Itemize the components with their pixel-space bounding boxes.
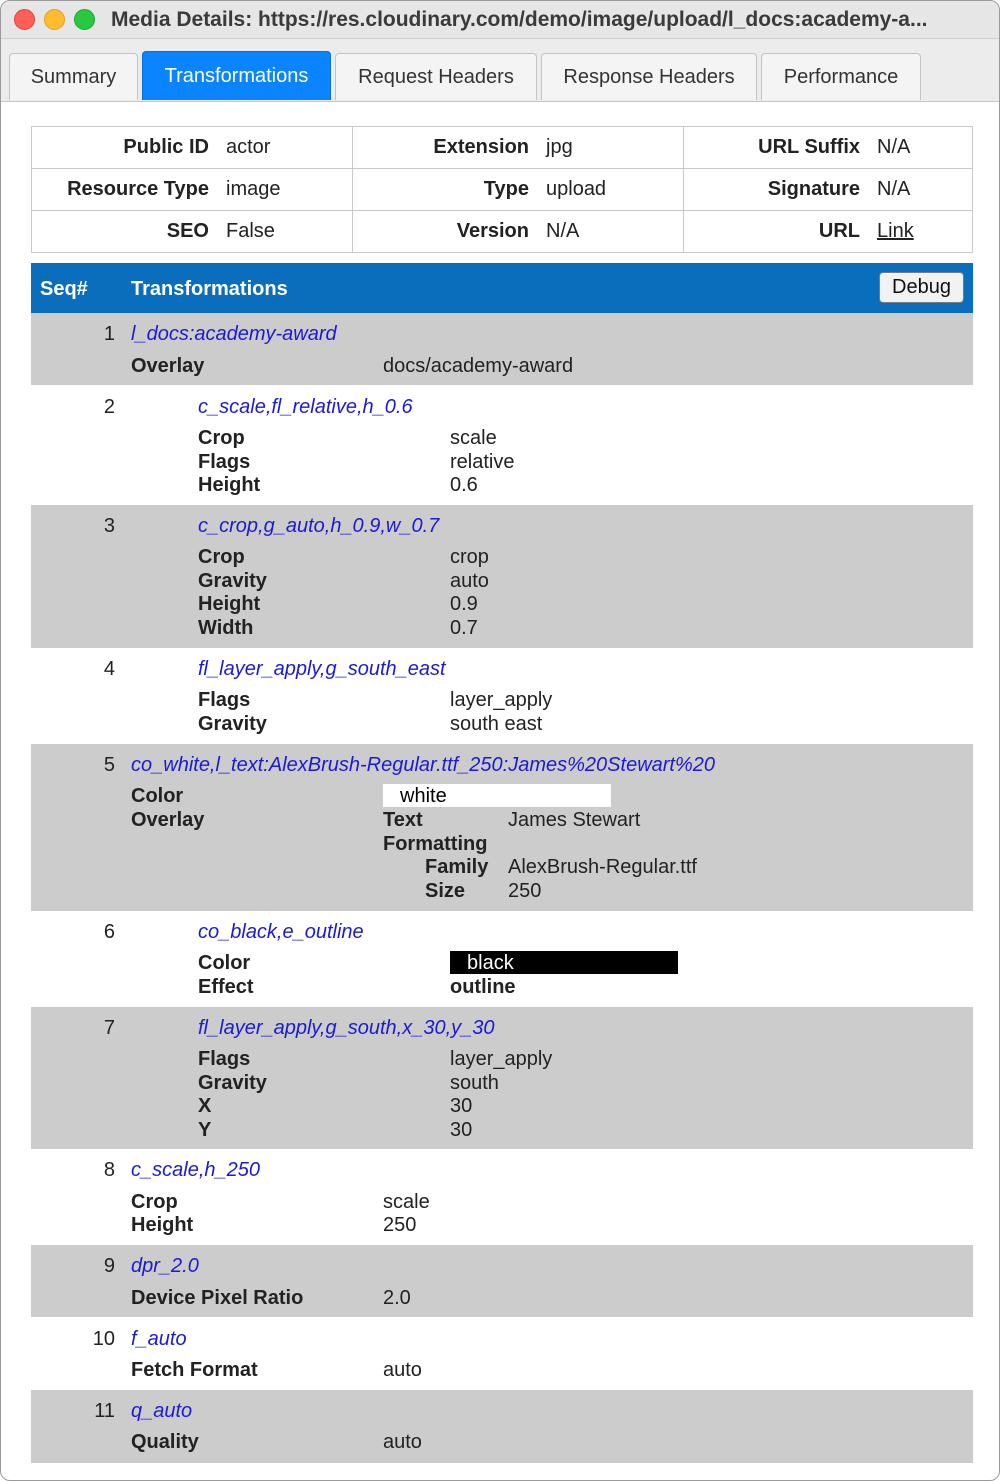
param-value: 0.7: [450, 617, 478, 639]
seq-number: 3: [103, 515, 115, 537]
seq-number: 11: [94, 1400, 115, 1422]
transformation-link[interactable]: co_black,e_outline: [198, 921, 364, 943]
type-label: Type: [483, 178, 529, 200]
effect-value: outline: [450, 976, 516, 998]
seq-number: 2: [103, 396, 115, 418]
transformations-column-header: Transformations: [131, 278, 288, 300]
param-label: Crop: [198, 546, 245, 568]
tab-summary[interactable]: Summary: [9, 53, 138, 100]
media-info-table: [31, 126, 973, 253]
param-value: 30: [450, 1095, 473, 1117]
color-label: Color: [198, 952, 251, 974]
transformation-link[interactable]: f_auto: [131, 1328, 187, 1350]
extension-value: jpg: [546, 136, 573, 158]
tab-response-headers[interactable]: Response Headers: [541, 53, 757, 100]
param-value: 0.9: [450, 593, 478, 615]
param-label: Fetch Format: [131, 1359, 258, 1381]
transformation-row-6: [31, 911, 973, 1007]
param-value: scale: [383, 1191, 430, 1213]
param-value: crop: [450, 546, 489, 568]
param-label: Gravity: [198, 1072, 267, 1094]
close-window-button[interactable]: [14, 9, 35, 30]
url-suffix-value: N/A: [877, 136, 911, 158]
size-value: 250: [508, 880, 542, 902]
param-value: 30: [450, 1119, 473, 1141]
url-link[interactable]: Link: [877, 220, 914, 242]
tab-request-headers[interactable]: Request Headers: [335, 53, 537, 100]
transformation-row-2: [31, 385, 973, 505]
param-label: Quality: [131, 1431, 199, 1453]
seo-value: False: [226, 220, 275, 242]
transformations-header: [31, 263, 973, 313]
seo-label: SEO: [166, 220, 209, 242]
param-value: 0.6: [450, 474, 478, 496]
param-label: Flags: [198, 1048, 251, 1070]
text-label: Text: [383, 809, 423, 831]
param-value: south east: [450, 713, 543, 735]
transformation-row-9: [31, 1245, 973, 1317]
transformation-link[interactable]: c_crop,g_auto,h_0.9,w_0.7: [198, 515, 440, 537]
signature-value: N/A: [877, 178, 911, 200]
type-value: upload: [546, 178, 607, 200]
seq-column-header: Seq#: [40, 278, 88, 300]
transformation-link[interactable]: c_scale,fl_relative,h_0.6: [198, 396, 413, 418]
param-label: Overlay: [131, 355, 205, 377]
transformation-link[interactable]: co_white,l_text:AlexBrush-Regular.ttf_250:James%20Stewart%20: [131, 754, 716, 776]
window-controls: [14, 9, 95, 30]
transformation-row-4: [31, 648, 973, 744]
extension-label: Extension: [433, 136, 529, 158]
resource-type-value: image: [226, 178, 281, 200]
seq-number: 4: [103, 658, 115, 680]
family-label: Family: [425, 856, 489, 878]
minimize-window-button[interactable]: [44, 9, 65, 30]
param-label: Gravity: [198, 713, 267, 735]
seq-number: 7: [103, 1017, 115, 1039]
param-label: Crop: [198, 427, 245, 449]
transformation-link[interactable]: dpr_2.0: [131, 1255, 199, 1277]
param-label: Device Pixel Ratio: [131, 1287, 304, 1309]
version-label: Version: [456, 220, 529, 242]
transformation-link[interactable]: c_scale,h_250: [131, 1159, 260, 1181]
param-label: Height: [198, 593, 261, 615]
param-label: Height: [131, 1214, 194, 1236]
family-value: AlexBrush-Regular.ttf: [508, 856, 697, 878]
transformation-link[interactable]: fl_layer_apply,g_south_east: [198, 658, 446, 680]
debug-button[interactable]: Debug: [879, 272, 964, 303]
param-value: auto: [383, 1431, 422, 1453]
title-bar: [1, 1, 999, 39]
transformation-row-3: [31, 505, 973, 648]
tab-transformations[interactable]: Transformations: [142, 51, 331, 100]
color-value: white: [400, 785, 447, 807]
seq-number: 8: [103, 1159, 115, 1181]
param-label: Flags: [198, 689, 251, 711]
param-value: layer_apply: [450, 689, 553, 711]
param-label: Gravity: [198, 570, 267, 592]
color-label: Color: [131, 785, 184, 807]
param-value: auto: [450, 570, 489, 592]
param-label: X: [198, 1095, 212, 1117]
signature-label: Signature: [767, 178, 860, 200]
seq-number: 5: [103, 754, 115, 776]
param-label: Flags: [198, 451, 251, 473]
seq-number: 6: [103, 921, 115, 943]
transformation-row-10: [31, 1317, 973, 1390]
url-label: URL: [818, 220, 860, 242]
seq-number: 1: [103, 323, 115, 345]
seq-number: 9: [103, 1255, 115, 1277]
param-value: scale: [450, 427, 497, 449]
color-swatch-white: [383, 784, 611, 807]
param-label: Crop: [131, 1191, 178, 1213]
param-value: layer_apply: [450, 1048, 553, 1070]
zoom-window-button[interactable]: [74, 9, 95, 30]
public-id-label: Public ID: [123, 136, 209, 158]
color-value: black: [467, 952, 514, 974]
transformation-row-1: [31, 313, 973, 385]
param-value: relative: [450, 451, 515, 473]
public-id-value: actor: [226, 136, 271, 158]
resource-type-label: Resource Type: [67, 178, 209, 200]
param-value: auto: [383, 1359, 422, 1381]
transformation-link[interactable]: l_docs:academy-award: [131, 323, 337, 345]
param-value: south: [450, 1072, 499, 1094]
param-label: Width: [198, 617, 254, 639]
param-value: docs/academy-award: [383, 355, 574, 377]
version-value: N/A: [546, 220, 580, 242]
formatting-label: Formatting: [383, 833, 488, 855]
transformation-link[interactable]: q_auto: [131, 1400, 193, 1422]
param-value: 2.0: [383, 1287, 411, 1309]
overlay-label: Overlay: [131, 809, 205, 831]
effect-label: Effect: [198, 976, 254, 998]
transformation-link[interactable]: fl_layer_apply,g_south,x_30,y_30: [198, 1017, 495, 1039]
param-label: Y: [198, 1119, 212, 1141]
text-value: James Stewart: [508, 809, 641, 831]
tab-performance[interactable]: Performance: [761, 53, 921, 100]
param-value: 250: [383, 1214, 417, 1236]
seq-number: 10: [92, 1328, 115, 1350]
window-title: Media Details: https://res.cloudinary.com/demo/image/upload/l_docs:academy-a...: [111, 7, 928, 31]
size-label: Size: [425, 880, 466, 902]
color-swatch-black: [450, 951, 678, 974]
transformation-row-5: [31, 744, 973, 911]
transformation-row-8: [31, 1149, 973, 1245]
url-suffix-label: URL Suffix: [758, 136, 860, 158]
tab-bar: [1, 39, 999, 102]
param-label: Height: [198, 474, 261, 496]
transformation-row-11: [31, 1390, 973, 1463]
transformation-row-7: [31, 1007, 973, 1149]
